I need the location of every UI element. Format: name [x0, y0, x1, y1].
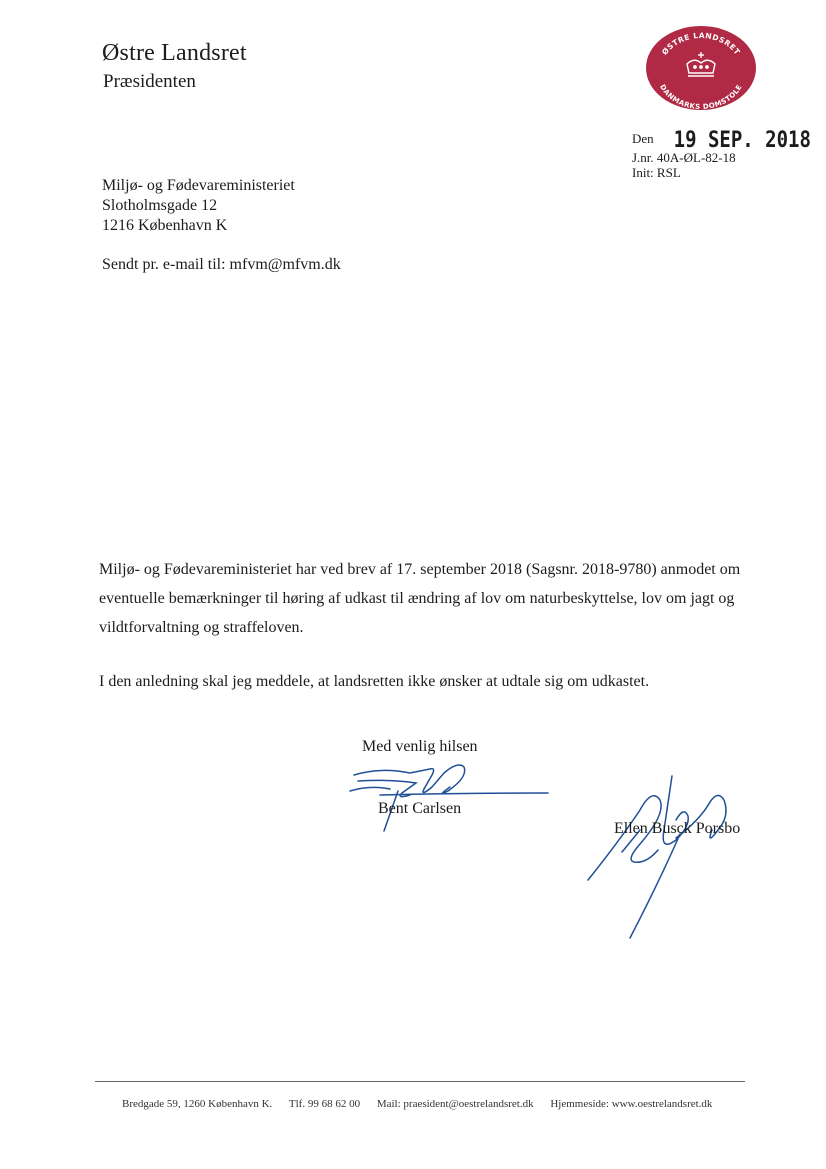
footer-mail: Mail: praesident@oestrelandsret.dk: [376, 1098, 534, 1110]
recipient-street: Slotholmsgade 12: [102, 197, 218, 214]
letter-meta: [632, 127, 811, 180]
body-paragraph: Miljø- og Fødevareministeriet har ved brev af 17. september 2018 (Sagsnr. 2018-9780) anmodet om eventuelle bemærkninger til høring af udkast til ændring af lov om naturbeskyttelse, lov om jagt og vildtforvaltning og straffeloven.: [99, 561, 741, 636]
closing-greeting: Med venlig hilsen: [362, 738, 478, 755]
date-stamp: 19 SEP. 2018: [673, 127, 811, 153]
letter-body: [99, 555, 759, 696]
journal-number: J.nr. 40A-ØL-82-18: [632, 150, 736, 165]
footer-address: Bredgade 59, 1260 København K.: [122, 1098, 273, 1110]
recipient-city: 1216 København K: [102, 217, 228, 234]
date-row: [632, 127, 811, 153]
svg-text:ØSTRE LANDSRET: ØSTRE LANDSRET: [660, 30, 742, 57]
footer: [122, 1098, 726, 1110]
footer-phone: Tlf. 99 68 62 00: [288, 1098, 361, 1110]
initials: Init: RSL: [632, 165, 681, 180]
signer-name-2: Ellen Busck Porsbo: [614, 820, 741, 837]
footer-divider: [95, 1081, 745, 1082]
office-title: Præsidenten: [103, 71, 196, 92]
recipient-address: [102, 176, 295, 236]
body-paragraph: I den anledning skal jeg meddele, at landsretten ikke ønsker at udtale sig om udkastet.: [99, 673, 650, 690]
court-seal-logo: [645, 25, 757, 111]
signature-ellen-busck-porsbo: [580, 770, 750, 945]
svg-text:DANMARKS DOMSTOLE: DANMARKS DOMSTOLE: [658, 83, 744, 111]
signer-name-1: Bent Carlsen: [378, 800, 462, 817]
date-label: Den: [632, 131, 654, 146]
court-name: Østre Landsret: [102, 40, 247, 66]
recipient-name: Miljø- og Fødevareministeriet: [102, 177, 295, 194]
footer-website: Hjemmeside: www.oestrelandsret.dk: [550, 1098, 713, 1110]
signature-bent-carlsen: [340, 755, 560, 835]
email-notice: Sendt pr. e-mail til: mfvm@mfvm.dk: [102, 256, 341, 273]
